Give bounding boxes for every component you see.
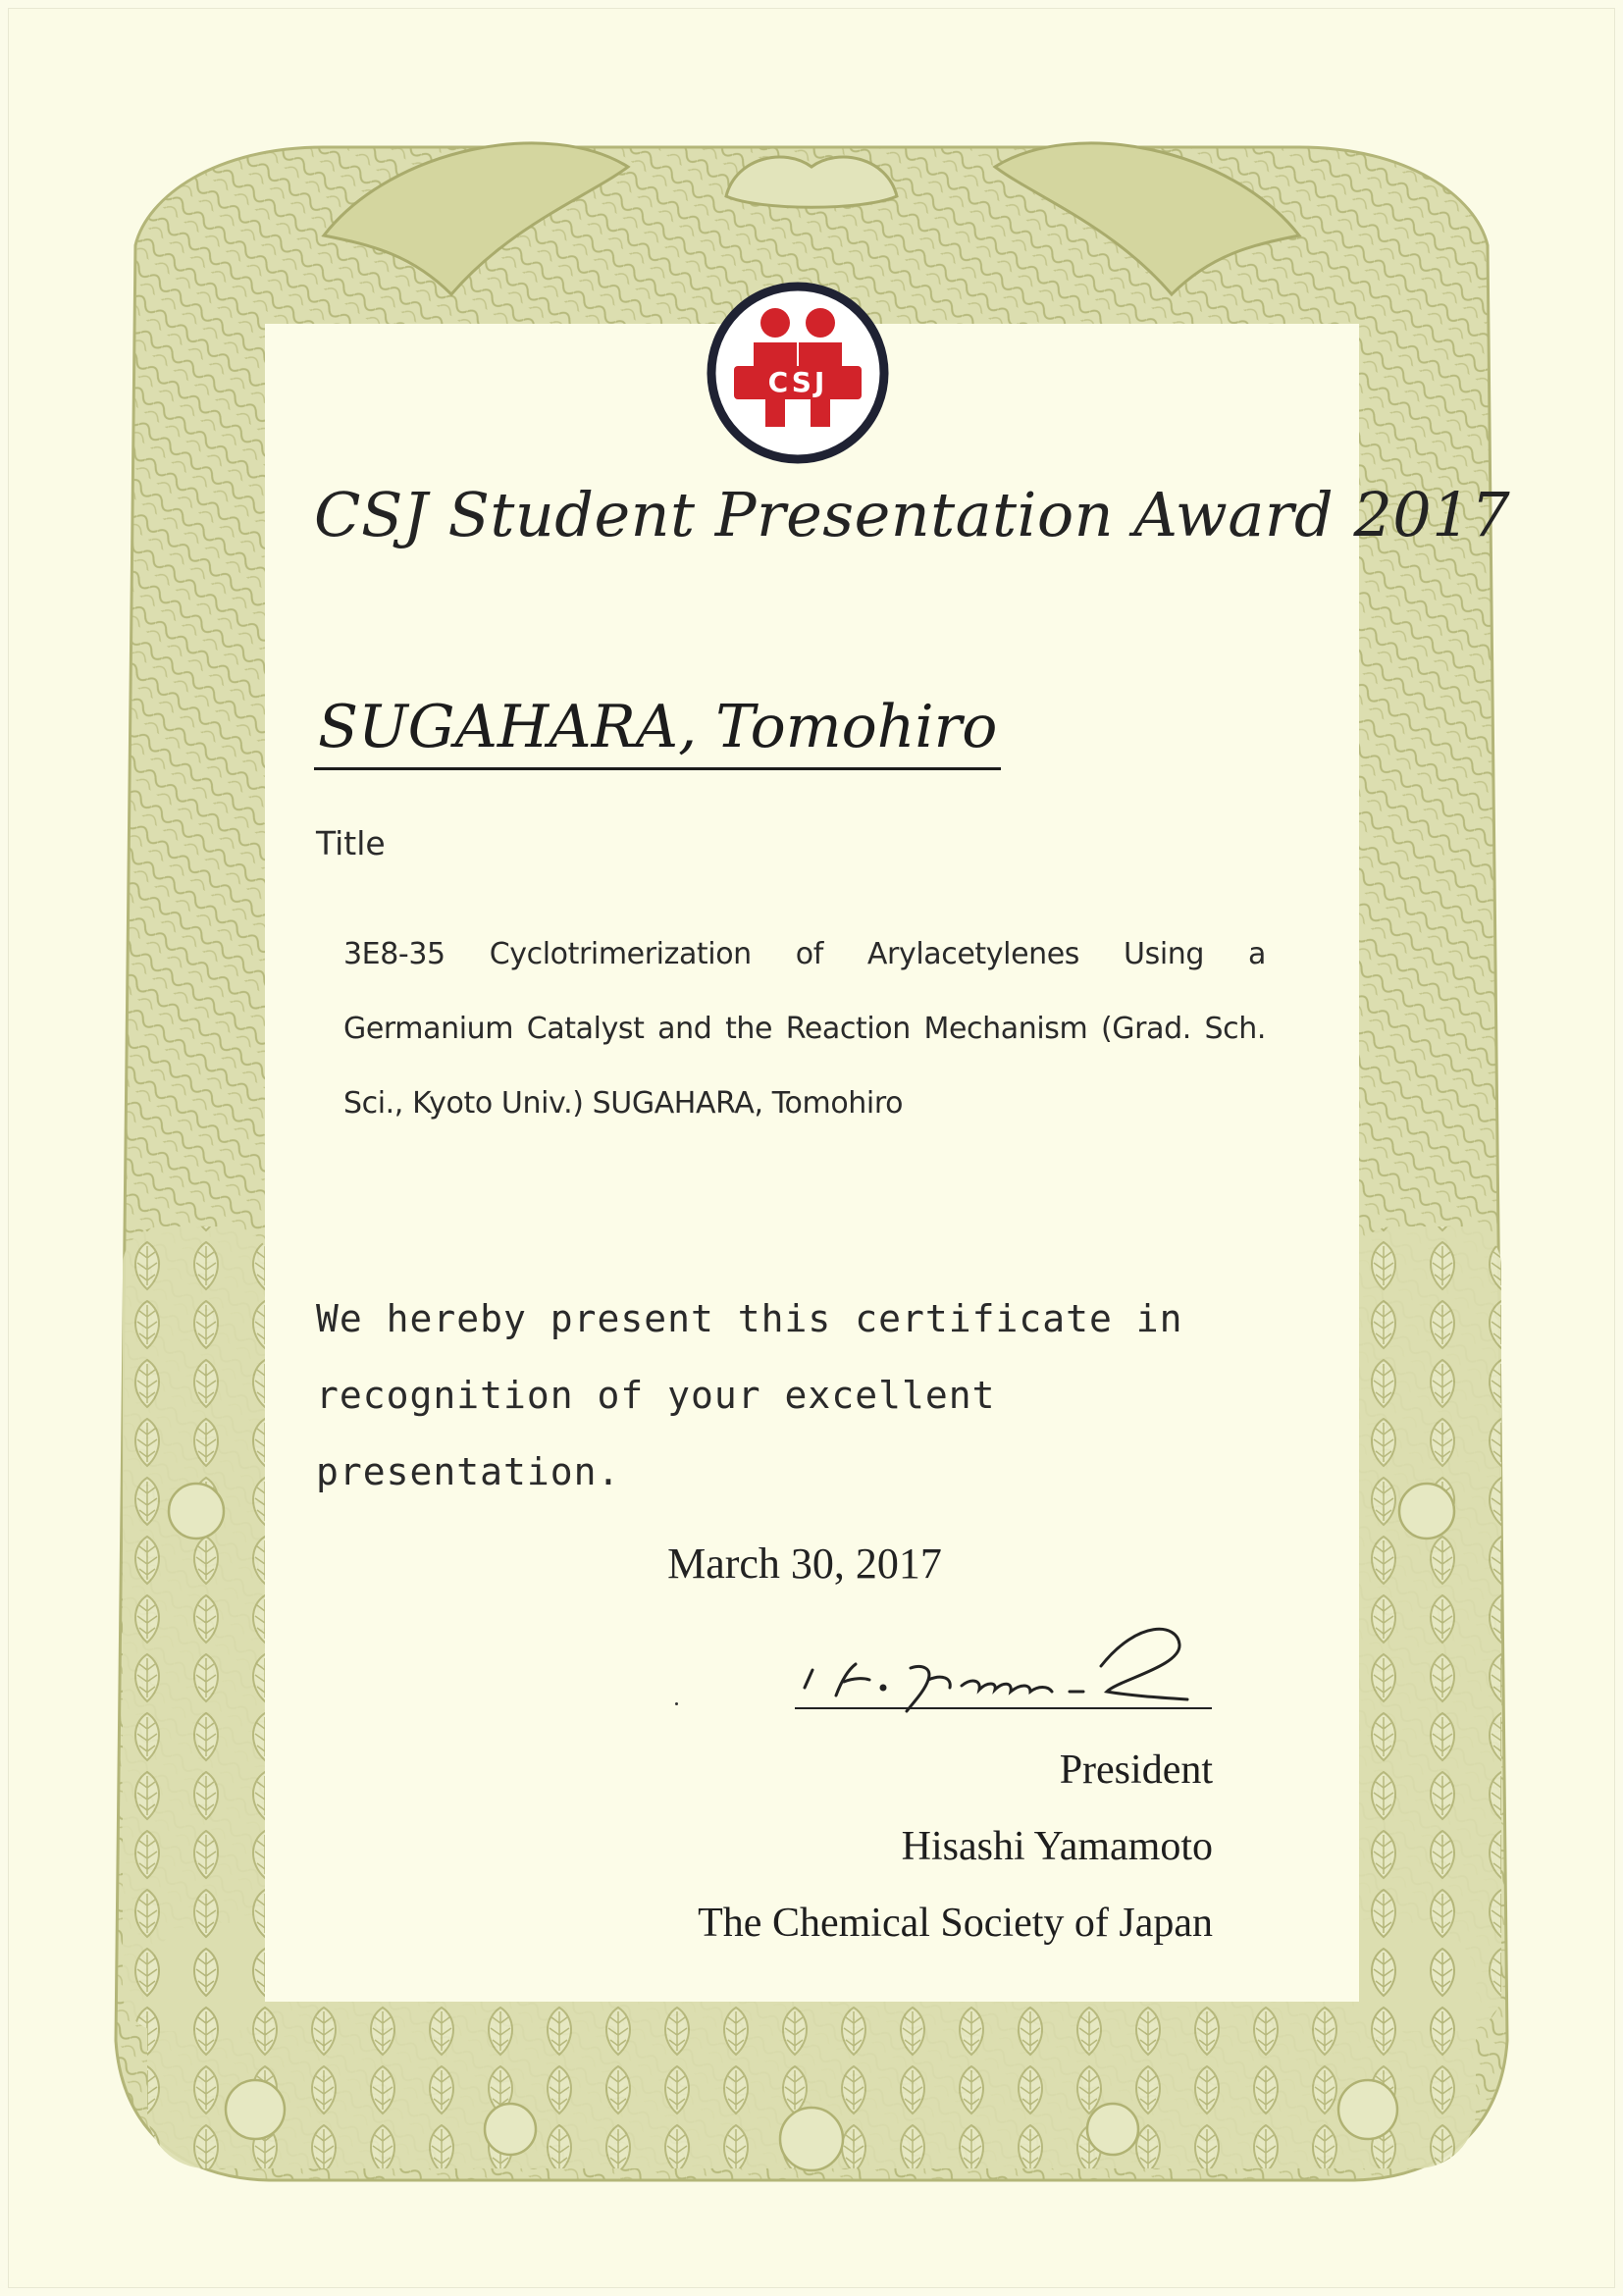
signatory-organization: The Chemical Society of Japan [698, 1901, 1213, 1946]
presentation-title: 3E8-35 Cyclotrimerization of Arylacetylenes Using a Germanium Catalyst and the Reaction Mechanism (Grad. Sch. Sci., Kyoto Univ.) SUGAHARA, Tomohiro [343, 937, 1266, 1121]
title-label: Title [316, 824, 386, 862]
stray-dot [675, 1702, 678, 1705]
csj-logo-icon [705, 280, 891, 466]
signature-line [795, 1707, 1212, 1709]
recipient-name: SUGAHARA, Tomohiro [314, 693, 1001, 770]
signature [785, 1609, 1217, 1717]
signatory-position: President [1059, 1748, 1213, 1793]
signatory-name: Hisashi Yamamoto [901, 1824, 1213, 1869]
award-title: CSJ Student Presentation Award 2017 [314, 479, 1511, 550]
statement-line-1: We hereby present this certificate in [316, 1297, 1183, 1340]
svg-text:CSJ: CSJ [767, 366, 828, 398]
certificate-statement [316, 1280, 1317, 1510]
award-date: March 30, 2017 [667, 1539, 942, 1588]
statement-line-2: recognition of your excellent presentation. [316, 1374, 996, 1493]
